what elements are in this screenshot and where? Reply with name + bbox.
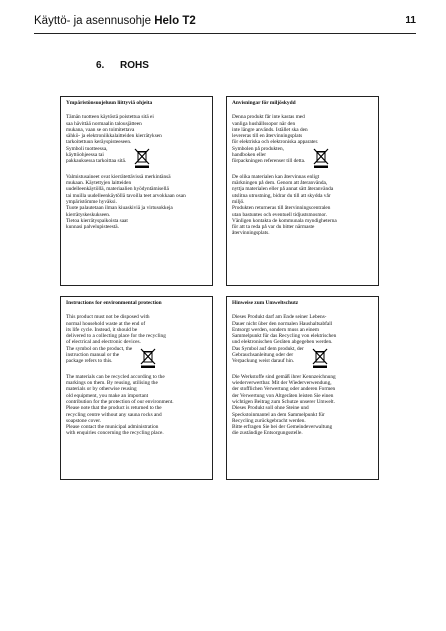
environment-box-en	[60, 296, 213, 480]
symbol-row	[232, 146, 373, 168]
box-title: Anvisningar för miljöskydd	[232, 100, 296, 106]
box-paragraph: Symboli tuotteessa, käyttöohjeessa tai pakkauksessa tarkoittaa sitä.	[66, 145, 127, 165]
page-header	[34, 12, 416, 34]
box-paragraph: Dieses Produkt darf am Ende seiner Lebens- Dauer nicht über den normalen Haushaltsabfall Entsorgt werden, sondern muss an einem Sammelpunkt für das Recycling von elektrischen und elektronischen Geräten abgegeben werden.	[232, 314, 337, 346]
box-paragraph: The materials can be recycled according to the markings on them. By reusing, utilising the materials or by otherwise reusing old equipment, you make an important contribution for the protection of our environment. Please note that the product is returned to the recycling centre without any sauna rocks and soapstone cover.	[66, 373, 174, 424]
section-number: 6.	[96, 60, 105, 71]
page-number: 11	[405, 15, 416, 26]
box-paragraph: Denna produkt får inte kastas med vanliga hushållssopor när den inte längre används. Istället ska den levereras till en återvinningsplats för elektriska och elektroniska apparater.	[232, 114, 319, 146]
box-paragraph: Das Symbol auf dem produkt, der Gebrauchsanleitung oder der Verpackung weist darauf hin.	[232, 345, 304, 365]
title-model: Helo T2	[154, 15, 196, 27]
box-paragraph: Tietoa kierrätyspaikoista saat kunnasi palvelupisteestä.	[66, 217, 128, 231]
symbol-row	[232, 346, 373, 368]
section-heading	[96, 60, 149, 71]
symbol-row	[66, 346, 207, 368]
box-paragraph: Valmistusaineet ovat kierrätettävissä merkintänsä mukaan. Käytettyjen laitteiden uudelleenkäytöllä, materiaalien hyödyntämisellä tai muilla uudelleenkäytöllä tavoilla teet arvokkaan osan ympäristömme hyväksi. Tuote palautetaan ilman kiuaskiviä ja virtusokkeja kierrätyskeskukseen.	[66, 173, 186, 218]
box-paragraph: The symbol on the product, the instruction manual or the package refers to this.	[66, 345, 133, 365]
box-title: Hinweise zum Umweltschutz	[232, 300, 299, 306]
box-paragraph: Tämän tuotteen käytöstä poistettua sitä ei saa hävittää normaalin talousjätteen mukana, vaan se on toimitettava sähkö- ja elektroniikkalaitteiden kierrätyksen tarkoitettuun keräyspisteeseen.	[66, 114, 162, 146]
box-paragraph: De olika materialen kan återvinnas enligt märkningen på dem. Genom att återanvända, nyttja materialen eller på annat sätt återanvända utslitna utrustning, bidrar du till att skydda vår miljö. Produkten returneras till återvinningscentralen utan bastuntes och eventuell tidjustsmosmor.	[232, 173, 334, 218]
crossed-bin-icon	[312, 348, 328, 368]
box-paragraph: Vänligen kontakta de kommunala myndigheterna för att ta reda på var du bitter närmaste återvinningsplats.	[232, 217, 337, 237]
section-title: ROHS	[120, 60, 149, 71]
title-prefix: Käyttö- ja asennusohje	[34, 15, 155, 27]
box-paragraph: Bitte erfragen Sie bei der Gemeindeverwaltung die zuständige Entsorgungsstelle.	[232, 424, 333, 437]
box-paragraph: Symbolen på produkten, handboken eller förpackningen referenser till detta.	[232, 145, 306, 165]
symbol-row	[66, 146, 207, 168]
box-title: Instructions for environmental protection	[66, 300, 162, 306]
crossed-bin-icon	[134, 148, 150, 168]
manual-title	[34, 15, 196, 27]
header-rule	[34, 33, 416, 34]
environment-box-sv	[226, 96, 379, 286]
box-paragraph: This product must not be disposed with normal household waste at the end of its life cycle. Instead, it should be delivered to a collecting place for the recycling of electrical and electronic devices.	[66, 314, 166, 346]
crossed-bin-icon	[140, 348, 156, 368]
box-title: Ympäristönsuojeluun liittyviä ohjeita	[66, 100, 153, 106]
environment-box-de	[226, 296, 379, 480]
box-paragraph: Please contact the municipal administration with enquiries concerning the recycling place.	[66, 424, 164, 437]
box-paragraph: Die Werkstoffe sind gemäß ihrer Kennzeichnung wiederverwertbar. Mit der Wiederverwendung, der stofflichen Verwertung oder anderen Formen der Verwertung von Altgeräten leisten Sie einen wichtigen Beitrag zum Schutze unserer Umwelt. Dieses Produkt soll ohne Steine und Speckstoinmantel an dem Sammelpunkt für Recycling zurückgebracht werden.	[232, 373, 336, 424]
crossed-bin-icon	[313, 148, 329, 168]
environment-box-fi	[60, 96, 213, 286]
